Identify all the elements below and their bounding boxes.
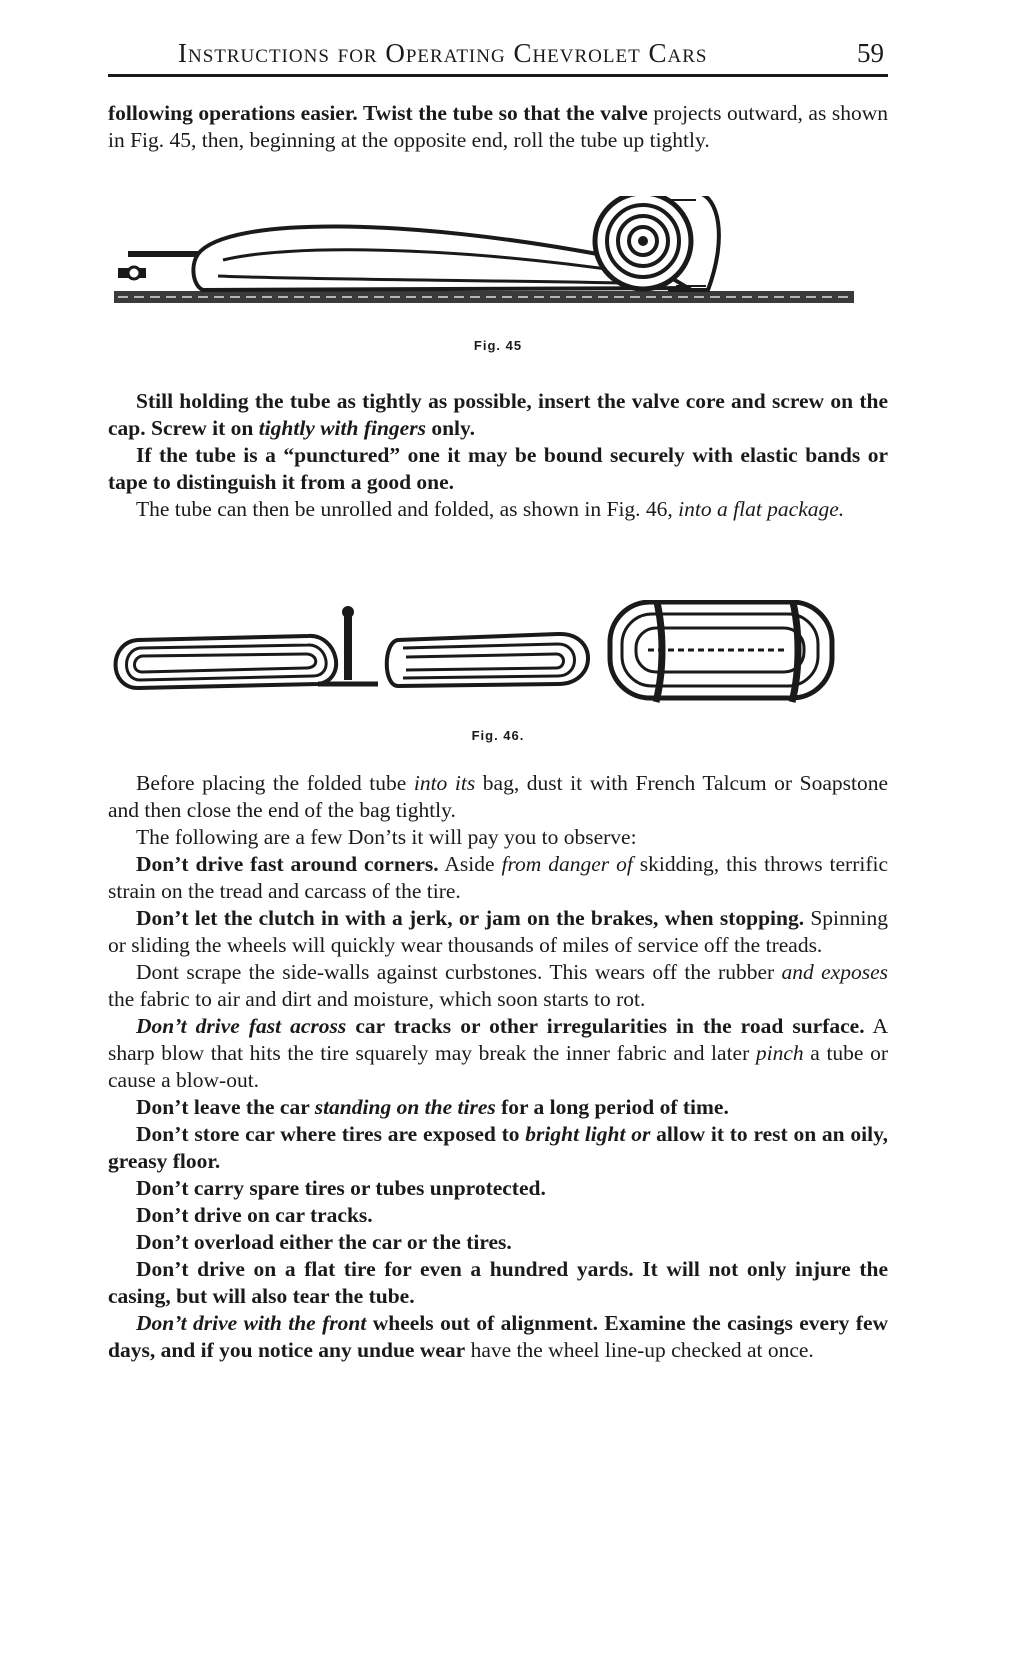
paragraph-valve-core: Still holding the tube as tightly as possible, insert the valve core and screw on the cap. Screw it on tightly with fingers only. (108, 389, 888, 440)
intro-paragraph (108, 100, 888, 154)
header-title: Instructions for Operating Chevrolet Cars (178, 38, 708, 68)
figure-46-folded-tube (108, 600, 888, 720)
figure-45-rolled-tube (108, 196, 888, 326)
dont-overload: Don’t overload either the car or the tires. (136, 1230, 512, 1254)
paragraph-folded: The tube can then be unrolled and folded, as shown in Fig. 46, into a flat package. (136, 497, 845, 521)
dont-flat-tire: Don’t drive on a flat tire for even a hundred yards. It will not only injure the casing, but will also tear the tube. (108, 1257, 888, 1308)
dont-corners: Don’t drive fast around corners. Aside from danger of skidding, this throws terrific strain on the tread and carcass of the tire. (108, 852, 889, 903)
paragraph-talcum: Before placing the folded tube into its bag, dust it with French Talcum or Soapstone and then close the end of the bag tightly. (108, 771, 888, 822)
dont-spare-tires: Don’t carry spare tires or tubes unprotected. (136, 1176, 546, 1200)
figure-46-caption: Fig. 46. (471, 728, 525, 743)
dont-drive-car-tracks: Don’t drive on car tracks. (136, 1203, 373, 1227)
middle-paragraphs (108, 388, 888, 523)
dont-curbstones: Dont scrape the side-walls against curbstones. This wears off the rubber and exposes the fabric to air and dirt and moisture, which soon starts to rot. (108, 960, 888, 1011)
dont-alignment: Don’t drive with the front wheels out of alignment. Examine the casings every few days, and if you notice any undue wear have the wheel line-up checked at once. (108, 1311, 889, 1362)
paragraph-donts-intro: The following are a few Don’ts it will pay you to observe: (136, 825, 637, 849)
dont-store: Don’t store car where tires are exposed to bright light or allow it to rest on an oily, greasy floor. (108, 1122, 889, 1173)
paragraph-punctured: If the tube is a “punctured” one it may be bound securely with elastic bands or tape to distinguish it from a good one. (108, 443, 888, 494)
running-header (108, 36, 888, 77)
intro-text: projects outward, as shown in Fig. 45, then, beginning at the opposite end, roll the tube up tightly. (108, 101, 889, 152)
dont-clutch: Don’t let the clutch in with a jerk, or jam on the brakes, when stopping. Spinning or sliding the wheels will quickly wear thousands of miles of service off the treads. (108, 906, 888, 957)
figure-45-caption: Fig. 45 (473, 338, 523, 353)
page-number: 59 (857, 38, 884, 68)
intro-bold-text: following operations easier. Twist the tube so that the valve (108, 101, 648, 125)
dont-car-tracks-fast: Don’t drive fast across car tracks or other irregularities in the road surface. A sharp blow that hits the tire squarely may break the inner fabric and later pinch a tube or cause a blow-out. (108, 1014, 889, 1092)
dont-standing: Don’t leave the car standing on the tires for a long period of time. (136, 1095, 729, 1119)
donts-section (108, 770, 888, 1364)
